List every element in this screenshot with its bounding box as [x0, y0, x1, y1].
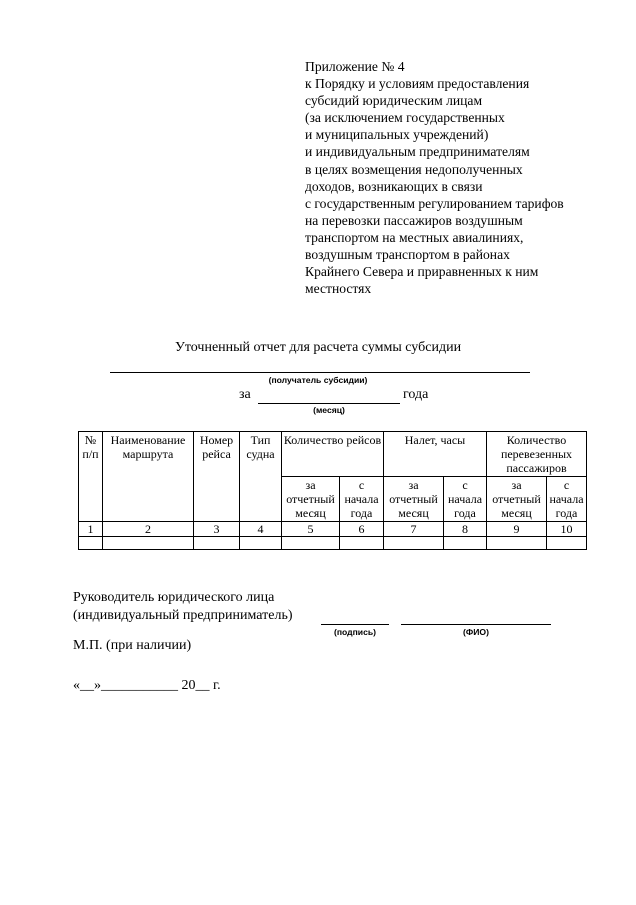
annex-block [305, 58, 623, 297]
annex-line: доходов, возникающих в связи [305, 178, 483, 194]
table-cell [79, 537, 103, 550]
annex-line: и индивидуальным предпринимателям [305, 144, 530, 160]
annex-line: Крайнего Севера и приравненных к ним [305, 264, 539, 280]
header-vessel: Тип судна [240, 432, 282, 522]
stamp-label: М.П. (при наличии) [73, 638, 192, 653]
name-line [401, 624, 551, 625]
annex-line: транспортом на местных авиалиниях, [305, 229, 524, 245]
header-flight: Номер рейса [194, 432, 240, 522]
subheader-month: за отчетный месяц [282, 477, 340, 522]
header-num: № п/п [79, 432, 103, 522]
subheader-month: за отчетный месяц [487, 477, 547, 522]
header-passengers: Количество перевезенных пассажиров [487, 432, 587, 477]
column-number: 7 [384, 522, 444, 537]
header-route: Наименование маршрута [103, 432, 194, 522]
annex-line: к Порядку и условиям предоставления [305, 76, 530, 92]
column-number: 5 [282, 522, 340, 537]
subheader-month: за отчетный месяц [384, 477, 444, 522]
name-caption: (ФИО) [463, 627, 489, 637]
head-label-line2: (индивидуальный предприниматель) [73, 608, 293, 623]
annex-line: в целях возмещения недополученных [305, 161, 523, 177]
subheader-year: с начала года [547, 477, 587, 522]
annex-line: воздушным транспортом в районах [305, 247, 510, 263]
year-label: года [403, 387, 429, 402]
header-flights-count: Количество рейсов [282, 432, 384, 477]
annex-line: субсидий юридическим лицам [305, 93, 483, 109]
annex-line: Приложение № 4 [305, 59, 405, 74]
month-caption: (месяц) [313, 405, 345, 415]
table-cell [240, 537, 282, 550]
column-number-row [79, 522, 587, 537]
column-number: 4 [240, 522, 282, 537]
recipient-line [110, 372, 530, 373]
for-label: за [239, 387, 251, 402]
annex-line: с государственным регулированием тарифов [305, 195, 564, 211]
column-number: 1 [79, 522, 103, 537]
report-title: Уточненный отчет для расчета суммы субсидии [174, 340, 462, 355]
column-number: 10 [547, 522, 587, 537]
table-cell [194, 537, 240, 550]
table-cell [547, 537, 587, 550]
header-flight-hours: Налет, часы [384, 432, 487, 477]
column-number: 2 [103, 522, 194, 537]
month-line [258, 403, 400, 404]
header-row [79, 432, 587, 477]
annex-line: на перевозки пассажиров воздушным [305, 212, 523, 228]
column-number: 9 [487, 522, 547, 537]
table-cell [282, 537, 340, 550]
recipient-caption: (получатель субсидии) [268, 375, 368, 385]
table-cell [384, 537, 444, 550]
report-table [78, 431, 587, 550]
column-number: 3 [194, 522, 240, 537]
table-row [79, 537, 587, 550]
subheader-year: с начала года [444, 477, 487, 522]
table-cell [103, 537, 194, 550]
head-label-line1: Руководитель юридического лица [73, 590, 275, 605]
annex-line: (за исключением государственных [305, 110, 505, 126]
signature-line [321, 624, 389, 625]
table-cell [340, 537, 384, 550]
table-cell [444, 537, 487, 550]
subheader-year: с начала года [340, 477, 384, 522]
signature-caption: (подпись) [333, 627, 377, 637]
date-line: «__»___________ 20__ г. [73, 678, 221, 693]
column-number: 6 [340, 522, 384, 537]
column-number: 8 [444, 522, 487, 537]
table-cell [487, 537, 547, 550]
annex-line: и муниципальных учреждений) [305, 127, 489, 143]
annex-line: местностях [305, 281, 372, 297]
